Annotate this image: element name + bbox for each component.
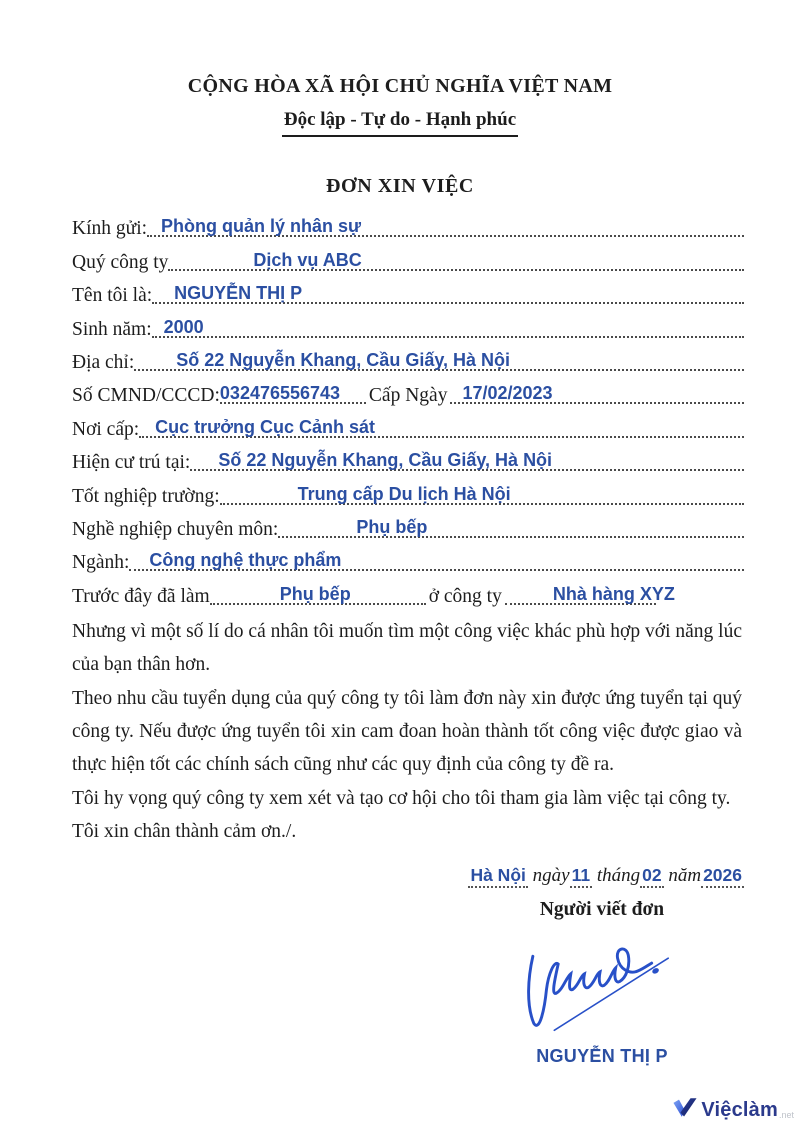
field-label: Ngành: (72, 552, 130, 574)
dotted-line (505, 583, 675, 605)
signer-name: NGUYỄN THỊ P (536, 1045, 668, 1066)
field-value: Số 22 Nguyễn Khang, Cầu Giấy, Hà Nội (218, 450, 553, 471)
field-value: 2000 (163, 316, 204, 337)
field-hien-cu-tru (72, 445, 744, 478)
paragraph: Tôi xin chân thành cảm ơn./. (72, 821, 297, 843)
field-tot-nghiep (72, 478, 744, 511)
dotted-line (220, 483, 744, 505)
dotted-line (147, 216, 744, 237)
dotted-line (278, 516, 744, 538)
field-label: Tên tôi là: (72, 285, 153, 307)
field-label: Số CMND/CCCD: (72, 385, 220, 407)
date-line (0, 862, 800, 889)
paragraph: Nhưng vì một số lí do cá nhân tôi muốn tìm một công việc khác phù hợp với năng lúc của bạn thân hơn. (72, 620, 742, 676)
field-value: NGUYỄN THỊ P (174, 283, 303, 304)
dotted-line (152, 316, 744, 338)
month-value: 02 (640, 865, 663, 888)
field-label: ở công ty (428, 585, 502, 607)
field-cmnd (72, 378, 744, 411)
field-value: Cục trưởng Cục Cảnh sát (155, 416, 376, 437)
field-ten-toi-la (72, 278, 744, 311)
national-motto: Độc lập - Tự do - Hạnh phúc (282, 107, 518, 137)
field-value: 17/02/2023 (462, 383, 553, 404)
field-label: Nghề nghiệp chuyên môn: (72, 518, 279, 540)
field-nganh (72, 545, 744, 578)
field-kinh-gui (72, 211, 744, 244)
paragraph: Theo nhu cầu tuyển dụng của quý công ty tôi làm đơn này xin được ứng tuyển tại quý công ty. Nếu được ứng tuyển tôi xin cam đoan hoàn thành tốt công việc được giao và thực hiện tốt các chính sách cũng như các quy định của công ty đề ra. (72, 687, 742, 776)
document-header (0, 0, 800, 198)
field-value: Nhà hàng XYZ (552, 583, 675, 604)
document-title: ĐƠN XIN VIỆC (326, 175, 474, 197)
field-label: Cấp Ngày (368, 385, 448, 407)
brand-tld: .net (778, 1110, 794, 1120)
field-value: 032476556743 (219, 383, 341, 404)
year-value: 2026 (701, 865, 744, 888)
field-value: Trung cấp Du lịch Hà Nội (297, 483, 511, 504)
field-noi-cap (72, 411, 744, 444)
field-truoc-day (72, 578, 675, 611)
dotted-line (219, 383, 366, 404)
application-form (72, 211, 744, 612)
field-label: Quý công ty (72, 251, 169, 273)
year-label: năm (668, 864, 702, 886)
dotted-line (134, 349, 744, 371)
dotted-line (152, 283, 744, 304)
field-value: Công nghệ thực phẩm (149, 550, 342, 571)
field-quy-cong-ty (72, 244, 744, 277)
dotted-line (168, 249, 744, 271)
signer-title: Người viết đơn (539, 898, 665, 920)
dotted-line (190, 450, 744, 471)
day-value: 11 (570, 865, 593, 888)
signature-svg (518, 929, 686, 1041)
signature-block (452, 897, 752, 1067)
field-value: Phụ bếp (356, 516, 428, 537)
field-value: Phòng quản lý nhân sự (161, 216, 362, 237)
dotted-line (450, 383, 744, 404)
field-sinh-nam (72, 311, 744, 344)
field-label: Tốt nghiệp trường: (72, 485, 220, 507)
field-value: Phụ bếp (279, 583, 351, 604)
brand-name: Việclàm (701, 1098, 778, 1121)
field-value: Dịch vụ ABC (253, 249, 362, 270)
signature-scribble (452, 929, 752, 1046)
field-value: Số 22 Nguyễn Khang, Cầu Giấy, Hà Nội (176, 349, 511, 370)
vieclam-logo-icon (673, 1097, 697, 1123)
place-value: Hà Nội (468, 865, 527, 888)
month-label: tháng (596, 864, 641, 886)
field-label: Nơi cấp: (72, 418, 140, 440)
dotted-line (129, 550, 744, 571)
field-label: Trước đây đã làm (72, 585, 210, 607)
national-title: CỘNG HÒA XÃ HỘI CHỦ NGHĨA VIỆT NAM (187, 75, 613, 97)
field-label: Kính gửi: (72, 218, 148, 240)
field-label: Địa chỉ: (72, 351, 135, 373)
paragraph: Tôi hy vọng quý công ty xem xét và tạo cơ hội cho tôi tham gia làm việc tại công ty. (72, 787, 731, 809)
day-label: ngày (532, 864, 570, 886)
closing-section (0, 862, 800, 1067)
field-dia-chi (72, 345, 744, 378)
motto-wrap (0, 107, 800, 137)
field-label: Hiện cư trú tại: (72, 452, 191, 474)
dotted-line (210, 583, 426, 605)
field-label: Sinh năm: (72, 318, 152, 340)
body-paragraphs (72, 615, 742, 849)
vieclam-watermark (673, 1097, 794, 1123)
dotted-line (139, 416, 744, 438)
field-nghe-nghiep (72, 512, 744, 545)
